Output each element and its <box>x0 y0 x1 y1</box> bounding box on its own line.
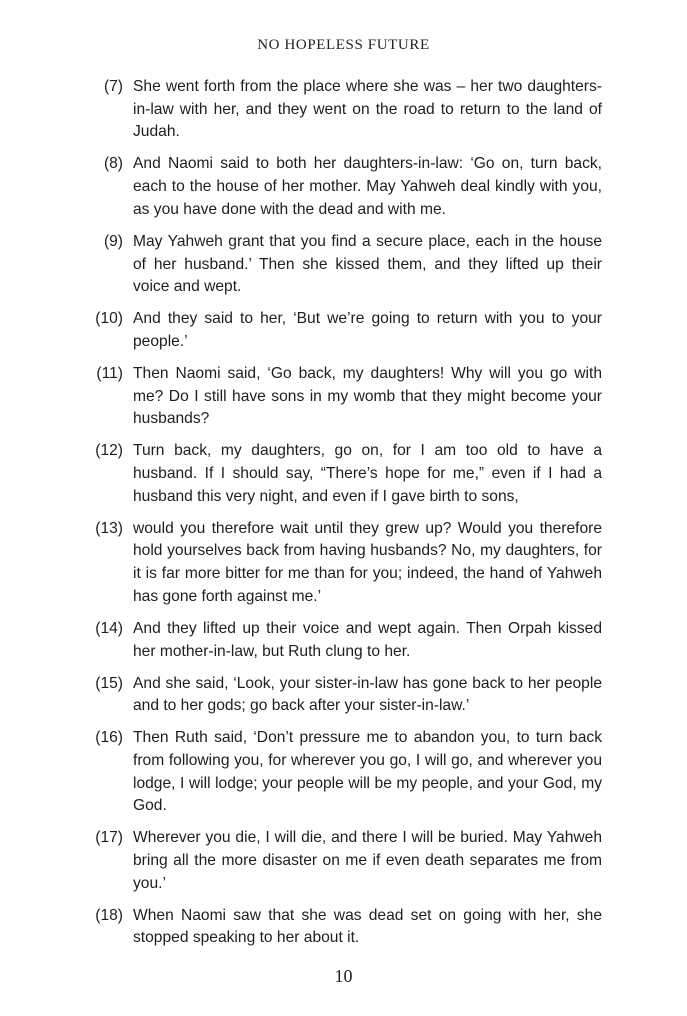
verse-list <box>85 76 602 959</box>
verse-number: (16) <box>95 729 123 747</box>
verse-text: And Naomi said to both her daughters-in-law: ‘Go on, turn back, each to the house of her mother. May Yahweh deal kindly with you, as you have done with the dead and with me. <box>133 155 602 218</box>
verse-text: She went forth from the place where she was – her two daughters-in-law with her, and they went on the road to return to the land of Judah. <box>133 78 602 141</box>
verse-text: Then Naomi said, ‘Go back, my daughters! Why will you go with me? Do I still have sons in my womb that they might become your husbands? <box>133 364 602 428</box>
verse-item <box>85 153 602 221</box>
verse-item <box>85 76 602 144</box>
verse-text: May Yahweh grant that you find a secure place, each in the house of her husband.’ Then she kissed them, and they lifted up their voice and wept. <box>133 232 602 296</box>
verse-text: would you therefore wait until they grew up? Would you therefore hold yourselves back from having husbands? No, my daughters, for it is far more bitter for me than for you; indeed, the hand of Yahweh has gone forth against me.’ <box>133 519 602 605</box>
verse-text: Then Ruth said, ‘Don’t pressure me to abandon you, to turn back from following you, for wherever you go, I will go, and wherever you lodge, I will lodge; your people will be my people, and your God, my God. <box>133 729 602 815</box>
verse-number: (15) <box>95 674 123 692</box>
verse-number: (18) <box>95 906 123 924</box>
verse-number: (7) <box>103 78 123 95</box>
running-head: NO HOPELESS FUTURE <box>257 37 430 53</box>
verse-item <box>85 618 602 663</box>
verse-text: And they said to her, ‘But we’re going to return with you to your people.’ <box>133 310 602 350</box>
verse-item <box>85 827 602 895</box>
verse-number: (9) <box>103 232 123 250</box>
verse-number: (12) <box>95 442 123 460</box>
verse-item <box>85 727 602 818</box>
page-number: 10 <box>334 966 353 986</box>
verse-number: (8) <box>103 155 123 173</box>
verse-item <box>85 905 602 950</box>
verse-number: (11) <box>96 364 123 382</box>
verse-text: When Naomi saw that she was dead set on going with her, she stopped speaking to her about it. <box>133 906 602 947</box>
verse-text: And she said, ‘Look, your sister-in-law has gone back to her people and to her gods; go back after your sister-in-law.’ <box>133 674 602 715</box>
verse-item <box>85 363 602 431</box>
verse-number: (14) <box>95 619 123 637</box>
verse-item <box>85 440 602 508</box>
verse-item <box>85 673 602 718</box>
verse-number: (17) <box>95 829 123 847</box>
verse-item <box>85 231 602 299</box>
verse-number: (10) <box>95 310 123 328</box>
verse-text: And they lifted up their voice and wept again. Then Orpah kissed her mother-in-law, but Ruth clung to her. <box>133 619 602 660</box>
verse-item <box>85 518 602 609</box>
verse-item <box>85 308 602 353</box>
verse-number: (13) <box>95 519 123 537</box>
verse-text: Wherever you die, I will die, and there I will be buried. May Yahweh bring all the more disaster on me if even death separates me from you.’ <box>133 829 602 892</box>
verse-text: Turn back, my daughters, go on, for I am too old to have a husband. If I should say, “There’s hope for me,” even if I had a husband this very night, and even if I gave birth to sons, <box>133 442 602 505</box>
